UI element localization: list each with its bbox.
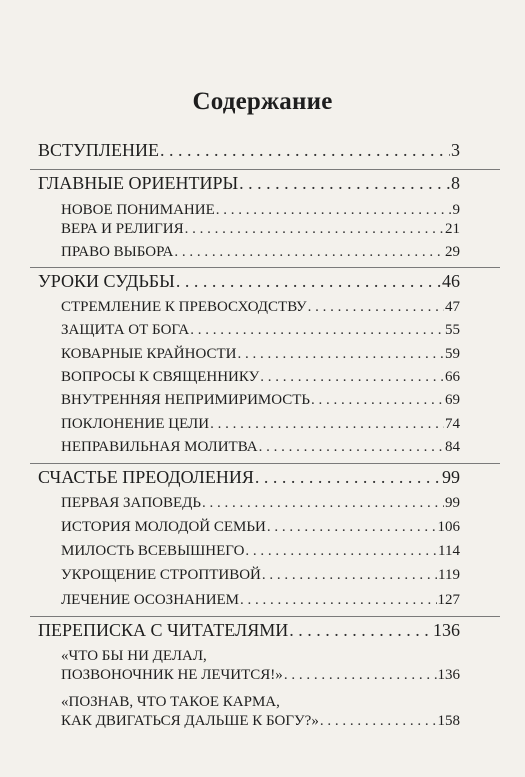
dot-leader [260,369,444,386]
toc-chapter-entry[interactable] [38,620,460,641]
dot-leader [210,416,444,433]
toc-entry-page: 136 [433,620,460,640]
toc-entry-page: 8 [451,173,460,193]
divider [30,267,500,268]
toc-entry-page: 29 [445,244,460,260]
toc-entry-label: УРОКИ СУДЬБЫ [38,271,175,291]
dot-leader [284,667,437,684]
toc-section-entry[interactable] [61,592,460,609]
dot-leader [320,713,437,730]
toc-entry-page: 114 [438,543,460,559]
dot-leader [289,620,432,641]
toc-entry-label: ИСТОРИЯ МОЛОДОЙ СЕМЬИ [61,519,266,535]
divider [30,616,500,617]
page-title: Содержание [192,88,333,115]
toc-section-entry[interactable] [61,322,460,339]
toc-section-entry[interactable] [61,202,460,219]
toc-section-entry[interactable] [61,439,460,456]
toc-entry-label: ВНУТРЕННЯЯ НЕПРИМИРИМОСТЬ [61,392,311,408]
toc-entry-page: 136 [437,667,460,683]
dot-leader [216,202,452,219]
toc-entry-page: 158 [437,713,460,729]
dot-leader [174,244,444,261]
dot-leader [185,221,444,238]
toc-section-entry[interactable] [61,346,460,363]
dot-leader [267,519,437,536]
toc-entry-label-line1[interactable]: «ЧТО БЫ НИ ДЕЛАЛ, [61,648,207,664]
toc-entry-page: 119 [438,567,460,583]
toc-entry-label: ВЕРА И РЕЛИГИЯ [61,221,184,237]
toc-entry-page: 127 [437,592,460,608]
toc-section-entry[interactable] [61,519,460,536]
toc-entry-page: 47 [445,299,460,315]
toc-entry-page: 99 [442,467,460,487]
dot-leader [308,299,444,316]
dot-leader [255,467,441,488]
toc-section-entry[interactable] [61,416,460,433]
toc-entry-label: ЗАЩИТА ОТ БОГА [61,322,190,338]
toc-entry-page: 74 [445,416,460,432]
toc-section-entry[interactable] [61,244,460,261]
toc-section-entry[interactable] [61,667,460,684]
toc-entry-page: 66 [445,369,460,385]
toc-entry-page: 99 [445,495,460,511]
toc-entry-label-line2: КАК ДВИГАТЬСЯ ДАЛЬШЕ К БОГУ?» [61,713,319,729]
dot-leader [245,543,437,560]
toc-entry-label: СТРЕМЛЕНИЕ К ПРЕВОСХОДСТВУ [61,299,307,315]
toc-entry-page: 46 [442,271,460,291]
toc-entry-label: ГЛАВНЫЕ ОРИЕНТИРЫ [38,173,239,193]
toc-entry-page: 69 [445,392,460,408]
toc-entry-label: СЧАСТЬЕ ПРЕОДОЛЕНИЯ [38,467,254,487]
toc-entry-label: ПЕРЕПИСКА С ЧИТАТЕЛЯМИ [38,620,289,640]
dot-leader [202,495,444,512]
toc-section-entry[interactable] [61,369,460,386]
dot-leader [240,592,436,609]
toc-entry-label-line2: ПОЗВОНОЧНИК НЕ ЛЕЧИТСЯ!» [61,667,283,683]
toc-section-entry[interactable] [61,221,460,238]
dot-leader [311,392,444,409]
toc-chapter-entry[interactable] [38,173,460,194]
dot-leader [160,140,450,161]
toc-entry-label: ВОПРОСЫ К СВЯЩЕННИКУ [61,369,260,385]
divider [30,169,500,170]
toc-entry-label: МИЛОСТЬ ВСЕВЫШНЕГО [61,543,245,559]
dot-leader [176,271,441,292]
dot-leader [259,439,444,456]
toc-entry-page: 55 [445,322,460,338]
toc-entry-page: 3 [451,140,460,160]
toc-entry-page: 21 [445,221,460,237]
toc-entry-page: 84 [445,439,460,455]
toc-section-entry[interactable] [61,299,460,316]
toc-entry-page: 106 [437,519,460,535]
toc-chapter-entry[interactable] [38,467,460,488]
toc-entry-label: НОВОЕ ПОНИМАНИЕ [61,202,215,218]
toc-entry-label: УКРОЩЕНИЕ СТРОПТИВОЙ [61,567,261,583]
divider [30,463,500,464]
toc-entry-label: ЛЕЧЕНИЕ ОСОЗНАНИЕМ [61,592,240,608]
dot-leader [262,567,437,584]
toc-entry-page: 59 [445,346,460,362]
dot-leader [190,322,444,339]
toc-section-entry[interactable] [61,543,460,560]
dot-leader [239,173,450,194]
toc-entry-label-line1[interactable]: «ПОЗНАВ, ЧТО ТАКОЕ КАРМА, [61,694,280,710]
toc-section-entry[interactable] [61,495,460,512]
toc-entry-label: ПРАВО ВЫБОРА [61,244,174,260]
toc-chapter-entry[interactable] [38,140,460,161]
toc-entry-label: КОВАРНЫЕ КРАЙНОСТИ [61,346,237,362]
dot-leader [237,346,444,363]
toc-entry-label: ПОКЛОНЕНИЕ ЦЕЛИ [61,416,210,432]
toc-entry-label: НЕПРАВИЛЬНАЯ МОЛИТВА [61,439,258,455]
toc-entry-label: ПЕРВАЯ ЗАПОВЕДЬ [61,495,202,511]
toc-section-entry[interactable] [61,567,460,584]
toc-entry-page: 9 [452,202,460,218]
toc-chapter-entry[interactable] [38,271,460,292]
toc-section-entry[interactable] [61,392,460,409]
toc-entry-label: ВСТУПЛЕНИЕ [38,140,159,160]
toc-section-entry[interactable] [61,713,460,730]
